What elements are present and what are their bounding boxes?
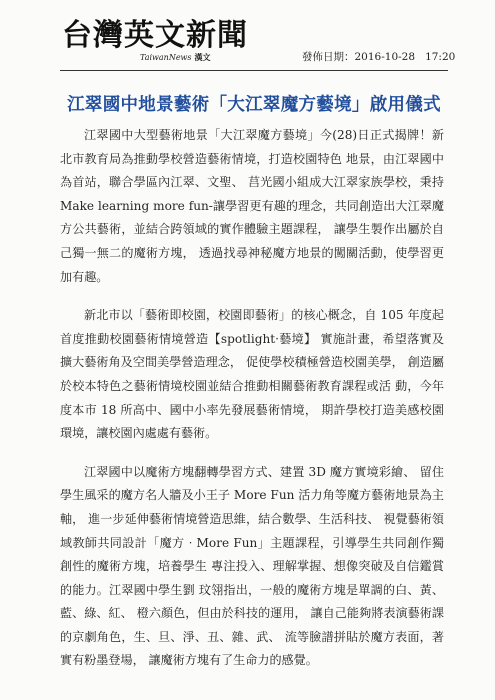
- masthead-title-en-cn: 漢文: [194, 52, 211, 62]
- publish-date-value: 2016-10-28: [354, 51, 416, 63]
- header-divider: [60, 70, 448, 71]
- masthead-title-cn: 台灣英文新聞: [62, 18, 248, 53]
- masthead-title-en-text: TaiwanNews: [140, 53, 192, 62]
- publish-date: [302, 49, 455, 64]
- publish-date-label: 發佈日期：: [302, 51, 355, 63]
- masthead-logo: [62, 10, 248, 70]
- article-paragraph-3: 江翠國中以魔術方塊翻轉學習方式、建置 3D 魔方實境彩繪、 留住學生風采的魔方名人牆及小王子 More Fun 活力角等魔方藝術地景為主軸， 進一步延伸藝術情境營造思維，結合數學、生活科技、 視覺藝術領域教師共同設計「魔方‧More Fun」主題課程，引導學生共同創作獨創性的魔術方塊，培養學生 專注投入、理解掌握、想像突破及自信鑑賞的能力。江翠國中學生劉 玟翎指出，一般的魔術方塊是單調的白、黃、藍、綠、紅、 橙六顏色，但由於科技的運用， 讓自己能夠將表演藝術課的京劇角色，生、旦、淨、丑、雜、武、 流等臉譜拼貼於魔方表面，著實有粉墨登場， 讓魔術方塊有了生命力的感覺。: [60, 464, 444, 668]
- publish-time-value: 17:20: [425, 51, 456, 63]
- article-paragraph-2: 新北市以「藝術即校園，校園即藝術」的核心概念，自 105 年度起 首度推動校園藝術情境營造【spotlight‧藝境】 實施計畫，希望落實及擴大藝術角及空間美學營造理念， 促使學校積極營造校園美學， 創造屬於校本特色之藝術情境校園並結合推動相關藝術教育課程或活 動，今年度本市 18 所高中、國中小率先發展藝術情境， 期許學校打造美感校園環境，讓校園內處處有藝術。: [60, 308, 444, 441]
- article-paragraph-1: 江翠國中大型藝術地景「大江翠魔方藝境」今(28)日正式揭牌！新北市教育局為推動學校營造藝術情境，打造校園特色 地景，由江翠國中為首站，聯合學區內江翠、文聖、 莒光國小組成大江翠家族學校，秉持 Make learning more fun-讓學習更有趣的理念，共同創造出大江翠魔方公共藝術，並結合跨領域的實作體驗主題課程， 讓學生製作出屬於自己獨一無二的魔術方塊， 透過找尋神秘魔方地景的闖關活動，使學習更加有趣。: [60, 128, 444, 284]
- article-body: [60, 124, 444, 673]
- article-headline: 江翠國中地景藝術「大江翠魔方藝境」啟用儀式: [67, 95, 441, 115]
- masthead-title-en: [140, 52, 211, 63]
